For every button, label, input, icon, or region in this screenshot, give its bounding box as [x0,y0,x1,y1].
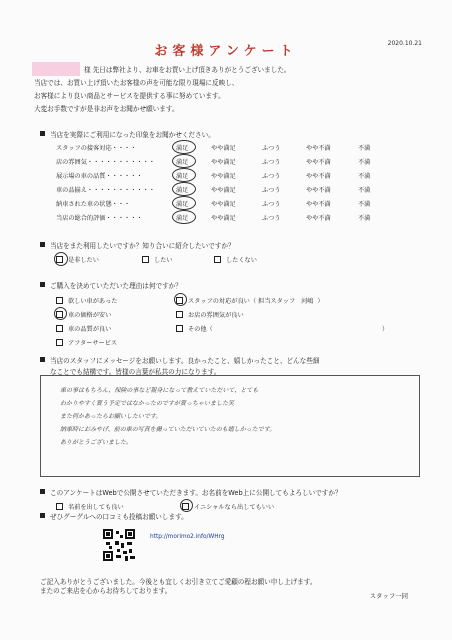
rating-option[interactable]: やや満足 [211,215,236,222]
rating-option[interactable]: やや満足 [211,159,236,166]
rating-row-label: スタッフの接客対応・・・・ [56,145,137,152]
reason-option[interactable]: スタッフの対応が良い（ 担当スタッフ 河嶋 ） [176,296,324,305]
staff-label: 担当スタッフ [258,298,296,305]
rating-option[interactable]: やや不満 [306,145,331,152]
question-revisit: 当店をまた利用したいですか？知り合いに紹介したいですか？ [40,240,235,250]
review-url-link[interactable]: http://morimo2.info/WHrg [150,534,225,540]
rating-option[interactable]: やや満足 [211,201,236,208]
rating-option[interactable]: やや不満 [306,187,331,194]
checkbox[interactable] [214,256,221,263]
revisit-option[interactable]: したい [142,255,173,264]
handwritten-line: また何かあったらお願いしたいです。 [60,413,162,420]
selection-circle [174,293,187,306]
page-title: お客様アンケート [154,44,298,59]
closing-line-1: ご記入ありがとうございました。今後とも宜しくお引き立てご愛顧の程お願い申し上げます。 [40,578,317,586]
rating-option[interactable]: 不満 [358,187,371,194]
revisit-option[interactable]: したくない [214,255,257,264]
rating-row-label: 当店の総合的評価・・・・・・ [56,215,143,222]
checkbox[interactable] [56,297,63,304]
selection-circle [172,196,196,210]
rating-option[interactable]: やや満足 [211,145,236,152]
intro-line-2: 当店では、お買い上げ頂いたお客様の声を可能な限り現場に反映し、 [34,79,239,87]
selection-circle [54,307,67,320]
rating-option[interactable]: ふつう [262,145,281,152]
rating-option[interactable]: 満足 [176,215,189,222]
checkbox[interactable] [176,325,183,332]
rating-option[interactable]: 満足 [176,187,189,194]
intro-line-3: お客様により良い商品とサービスを提供する事に努めています。 [34,92,225,100]
rating-option[interactable]: ふつう [262,187,281,194]
handwritten-line: 車の事はもちろん、保険の事など親身になって教えていただいて、とても [60,387,259,394]
rating-row-label: 店の雰囲気・・・・・・・・・・・ [56,159,155,166]
qr-code-icon[interactable] [103,529,135,561]
rating-option[interactable]: 不満 [358,173,371,180]
rating-option[interactable]: やや満足 [211,173,236,180]
question-message-cont: なことでも結構です。皆様の言葉が私共の力になります。 [50,368,221,376]
selection-circle [172,210,196,224]
handwritten-line: わかりやすく買う予定ではなかったのですが買っちゃいました笑 [60,400,235,407]
rating-option[interactable]: 満足 [176,201,189,208]
rating-option[interactable]: やや満足 [211,187,236,194]
rating-option[interactable]: ふつう [262,215,281,222]
publish-option[interactable]: 名前を出しても良い [56,502,124,511]
question-message: 当店のスタッフにメッセージをお願いします。良かったこと、嬉しかったこと、どんな些細 [40,355,319,365]
rating-option[interactable]: 不満 [358,215,371,222]
revisit-option[interactable]: 是非したい [56,255,99,264]
rating-row-label: 車の品揃え・・・・・・・・・・・ [56,187,155,194]
redacted-name [32,62,80,76]
rating-option[interactable]: やや不満 [306,159,331,166]
rating-option[interactable]: ふつう [262,159,281,166]
reason-option[interactable]: 欲しい車があった [56,296,117,305]
paren-close: ） [382,326,389,333]
checkbox[interactable] [142,256,149,263]
publish-option[interactable]: イニシャルなら出してもいい [182,502,274,511]
intro-line-1: 様 先日は弊社より、お車をお買い上げ頂きありがとうございました。 [84,66,291,74]
signature: スタッフ一同 [369,592,408,600]
selection-circle [172,154,196,168]
question-reason: ご購入を決めていただいた理由は何ですか？ [40,280,182,290]
selection-circle [172,140,196,154]
rating-option[interactable]: 不満 [358,201,371,208]
intro-line-4: 大変お手数ですが是非お声をお聞かせ願います。 [34,105,179,113]
selection-circle [54,252,68,266]
rating-option[interactable]: 不満 [358,145,371,152]
reason-option[interactable]: 車の価格が安い [56,310,111,319]
reason-option[interactable]: その他（ [176,324,213,333]
rating-option[interactable]: ふつう [262,173,281,180]
rating-option[interactable]: やや不満 [306,201,331,208]
checkbox[interactable] [56,325,63,332]
rating-option[interactable]: 不満 [358,159,371,166]
selection-circle [172,182,196,196]
rating-option[interactable]: やや不満 [306,215,331,222]
question-impression: 当店を実際にご利用になった印象をお聞かせください。 [40,129,215,139]
checkbox[interactable] [56,339,63,346]
checkbox[interactable] [56,503,63,510]
rating-option[interactable]: ふつう [262,201,281,208]
reason-option[interactable]: アフターサービス [56,338,117,347]
closing-line-2: またのご来店を心からお待ちしております。 [40,587,172,595]
rating-row-label: 納車された車の状態・・・ [56,201,131,208]
handwritten-line: ありがとうございました。 [60,439,133,446]
rating-row-label: 展示場の車の品質・・・・・・ [56,173,143,180]
rating-option[interactable]: やや不満 [306,173,331,180]
question-google-review: ぜひグーグルへの口コミも投稿お願いします。 [40,511,188,521]
selection-circle [172,168,196,182]
checkbox[interactable] [176,311,183,318]
handwritten-line: 納車時におみやげ、前の車の写真を撮っていただいていたのも嬉しかったです。 [60,426,276,433]
rating-option[interactable]: 満足 [176,173,189,180]
rating-option[interactable]: 満足 [176,159,189,166]
rating-option[interactable]: 満足 [176,145,189,152]
staff-name: 河嶋 [301,298,314,305]
survey-date: 2020.10.21 [387,40,422,47]
reason-option[interactable]: お店の雰囲気が良い [176,310,244,319]
question-web-publish: このアンケートはWebで公開させていただきます。お名前をWeb上に公開してもよろしいですか？ [40,487,342,497]
reason-option[interactable]: 車の品質が良い [56,324,111,333]
